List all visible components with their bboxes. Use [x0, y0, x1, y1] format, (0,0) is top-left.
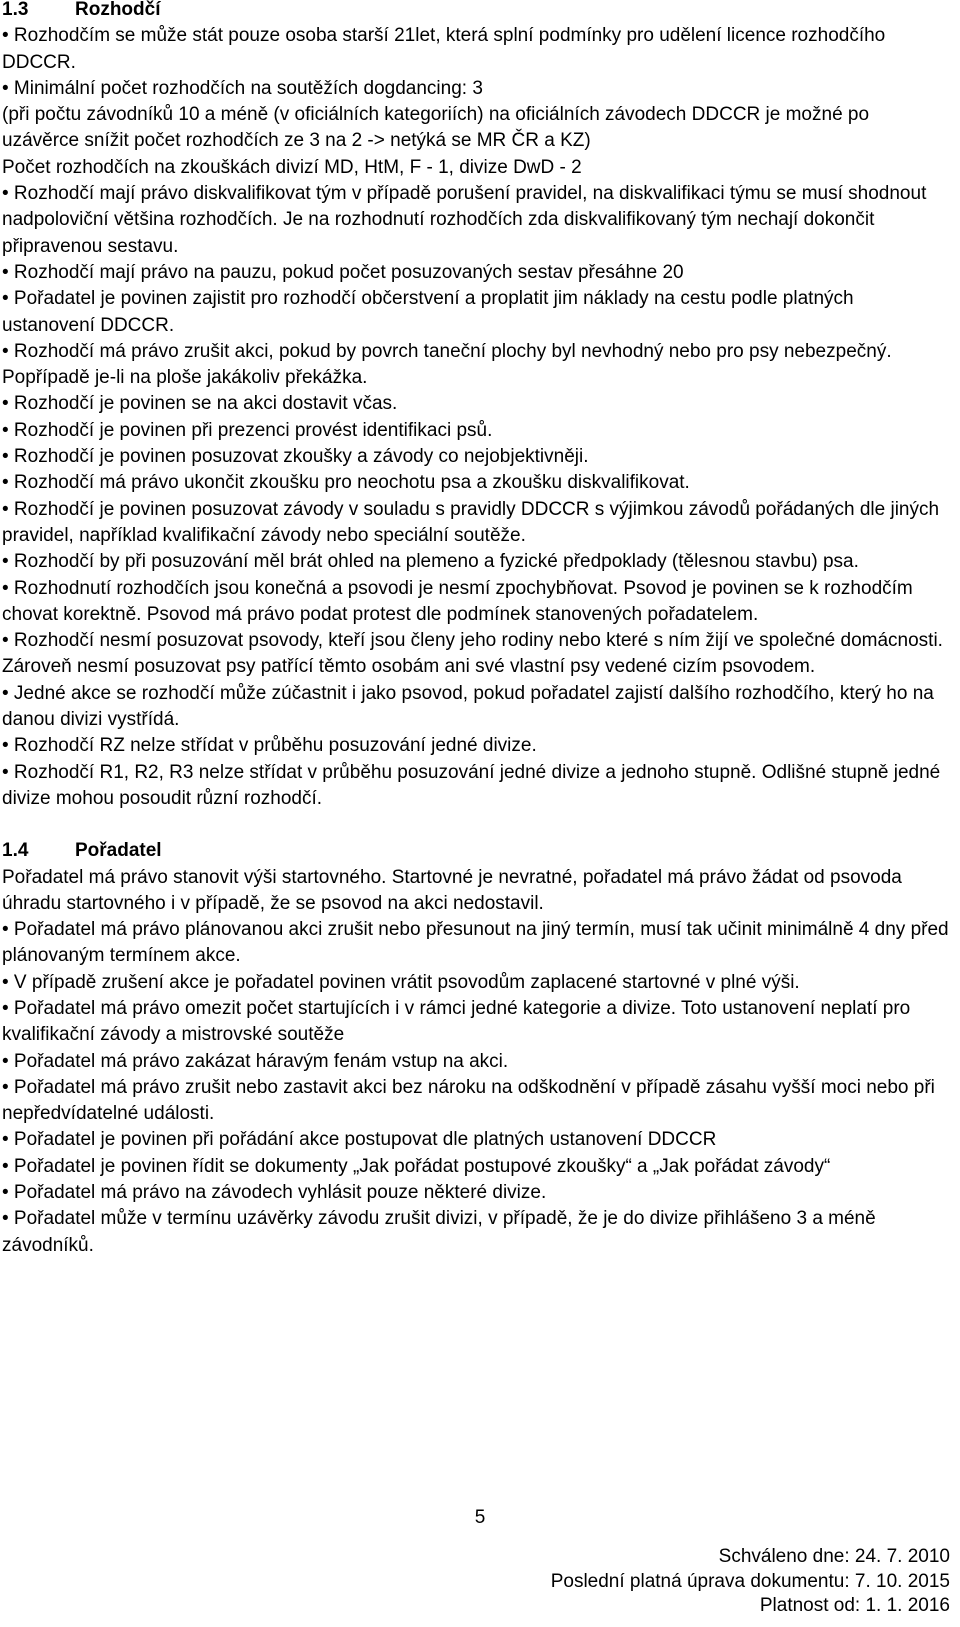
paragraph: • Rozhodčí je povinen posuzovat zkoušky a závody co nejobjektivněji.	[2, 446, 589, 468]
document-body	[2, 0, 950, 1259]
section-number: 1.4	[2, 840, 29, 862]
paragraph: • Rozhodčí má právo ukončit zkoušku pro neochotu psa a zkoušku diskvalifikovat.	[2, 472, 690, 494]
document-footer	[551, 1545, 950, 1619]
paragraph: • Pořadatel je povinen řídit se dokumenty „Jak pořádat postupové zkoušky“ a „Jak pořádat závody“	[2, 1155, 831, 1177]
footer-last-revision: Poslední platná úprava dokumentu: 7. 10. 2015	[550, 1570, 950, 1592]
section-heading-rozhodci	[2, 0, 950, 23]
section-spacer	[2, 812, 950, 838]
paragraph: • Rozhodčí RZ nelze střídat v průběhu posuzování jedné divize.	[2, 735, 537, 757]
paragraph: • Rozhodčí by při posuzování měl brát ohled na plemeno a fyzické předpoklady (tělesnou stavbu) psa.	[2, 551, 859, 573]
paragraph: • Pořadatel je povinen při pořádání akce postupovat dle platných ustanovení DDCCR	[2, 1129, 717, 1151]
paragraph: • Rozhodčí mají právo na pauzu, pokud počet posuzovaných sestav přesáhne 20	[2, 261, 684, 283]
footer-approved-date: Schváleno dne: 24. 7. 2010	[718, 1546, 950, 1567]
paragraph: • Rozhodnutí rozhodčích jsou konečná a psovodi je nesmí zpochybňovat. Psovod je povinen se k rozhodčím chovat korektně. Psovod má právo podat protest dle podmínek stanovených pořadatelem.	[2, 577, 913, 625]
paragraph: • Pořadatel má právo omezit počet startujících i v rámci jedné kategorie a divize. Toto ustanovení neplatí pro kvalifikační závody a mistrovské soutěže	[2, 997, 911, 1046]
paragraph: • Rozhodčí mají právo diskvalifikovat tým v případě porušení pravidel, na diskvalifikaci týmu se musí shodnout nadpoloviční většina rozhodčích. Je na rozhodnutí rozhodčích zda diskvalifikovaný tým nechají dokončit připravenou sestavu.	[2, 183, 927, 257]
paragraph: • Rozhodčím se může stát pouze osoba starší 21let, která splní podmínky pro udělení licence rozhodčího DDCCR.	[2, 25, 886, 73]
paragraph: (při počtu závodníků 10 a méně (v oficiálních kategoriích) na oficiálních závodech DDCCR je možné po uzávěrce snížit počet rozhodčích ze 3 na 2 -> netýká se MR ČR a KZ)	[2, 104, 870, 152]
page-number: 5	[474, 1507, 486, 1528]
footer-valid-from: Platnost od: 1. 1. 2016	[759, 1595, 950, 1616]
paragraph: • Rozhodčí má právo zrušit akci, pokud by povrch taneční plochy byl nevhodný nebo pro psy nebezpečný. Popřípadě je-li na ploše jakákoliv překážka.	[2, 340, 892, 389]
paragraph: • Pořadatel má právo zrušit nebo zastavit akci bez nároku na odškodnění v případě zásahu vyšší moci nebo při nepředvídatelné události.	[2, 1076, 935, 1125]
paragraph: • Rozhodčí je povinen se na akci dostavit včas.	[2, 393, 398, 415]
section-title: Pořadatel	[75, 840, 162, 862]
paragraph: • Jedné akce se rozhodčí může zúčastnit i jako psovod, pokud pořadatel zajistí dalšího rozhodčího, který ho na danou divizi vystřídá.	[2, 682, 934, 731]
paragraph: • Pořadatel má právo na závodech vyhlásit pouze některé divize.	[2, 1182, 547, 1204]
paragraph: Počet rozhodčích na zkouškách divizí MD, HtM, F - 1, divize DwD - 2	[2, 156, 582, 178]
section-heading-poradatel	[2, 838, 950, 864]
paragraph: • Pořadatel je povinen zajistit pro rozhodčí občerstvení a proplatit jim náklady na cestu podle platných ustanovení DDCCR.	[2, 288, 854, 336]
paragraph: • Rozhodčí je povinen posuzovat závody v souladu s pravidly DDCCR s výjimkou závodů pořádaných dle jiných pravidel, například kvalifikační závody nebo speciální soutěže.	[2, 498, 940, 546]
paragraph: • Pořadatel má právo plánovanou akci zrušit nebo přesunout na jiný termín, musí tak učinit minimálně 4 dny před plánovaným termínem akce.	[2, 919, 949, 967]
paragraph: • Pořadatel může v termínu uzávěrky závodu zrušit divizi, v případě, že je do divize přihlášeno 3 a méně závodníků.	[2, 1208, 876, 1256]
section-title: Rozhodčí	[75, 0, 161, 20]
paragraph: • Pořadatel má právo zakázat háravým fenám vstup na akci.	[2, 1050, 509, 1072]
paragraph: • Rozhodčí nesmí posuzovat psovody, kteří jsou členy jeho rodiny nebo které s ním žijí ve společné domácnosti. Zároveň nesmí posuzovat psy patřící těmto osobám ani své vlastní psy vedené cizím psovodem.	[2, 630, 943, 678]
paragraph: • Minimální počet rozhodčích na soutěžích dogdancing: 3	[2, 77, 483, 99]
paragraph: • Rozhodčí je povinen při prezenci provést identifikaci psů.	[2, 419, 493, 441]
paragraph: • Rozhodčí R1, R2, R3 nelze střídat v průběhu posuzování jedné divize a jednoho stupně. Odlišné stupně jedné divize mohou posoudit různí rozhodčí.	[2, 761, 941, 809]
paragraph: • V případě zrušení akce je pořadatel povinen vrátit psovodům zaplacené startovné v plné výši.	[2, 971, 800, 993]
paragraph: Pořadatel má právo stanovit výši startovného. Startovné je nevratné, pořadatel má právo žádat od psovoda úhradu startovného i v případě, že se psovod na akci nedostavil.	[2, 866, 902, 914]
section-number: 1.3	[2, 0, 29, 20]
